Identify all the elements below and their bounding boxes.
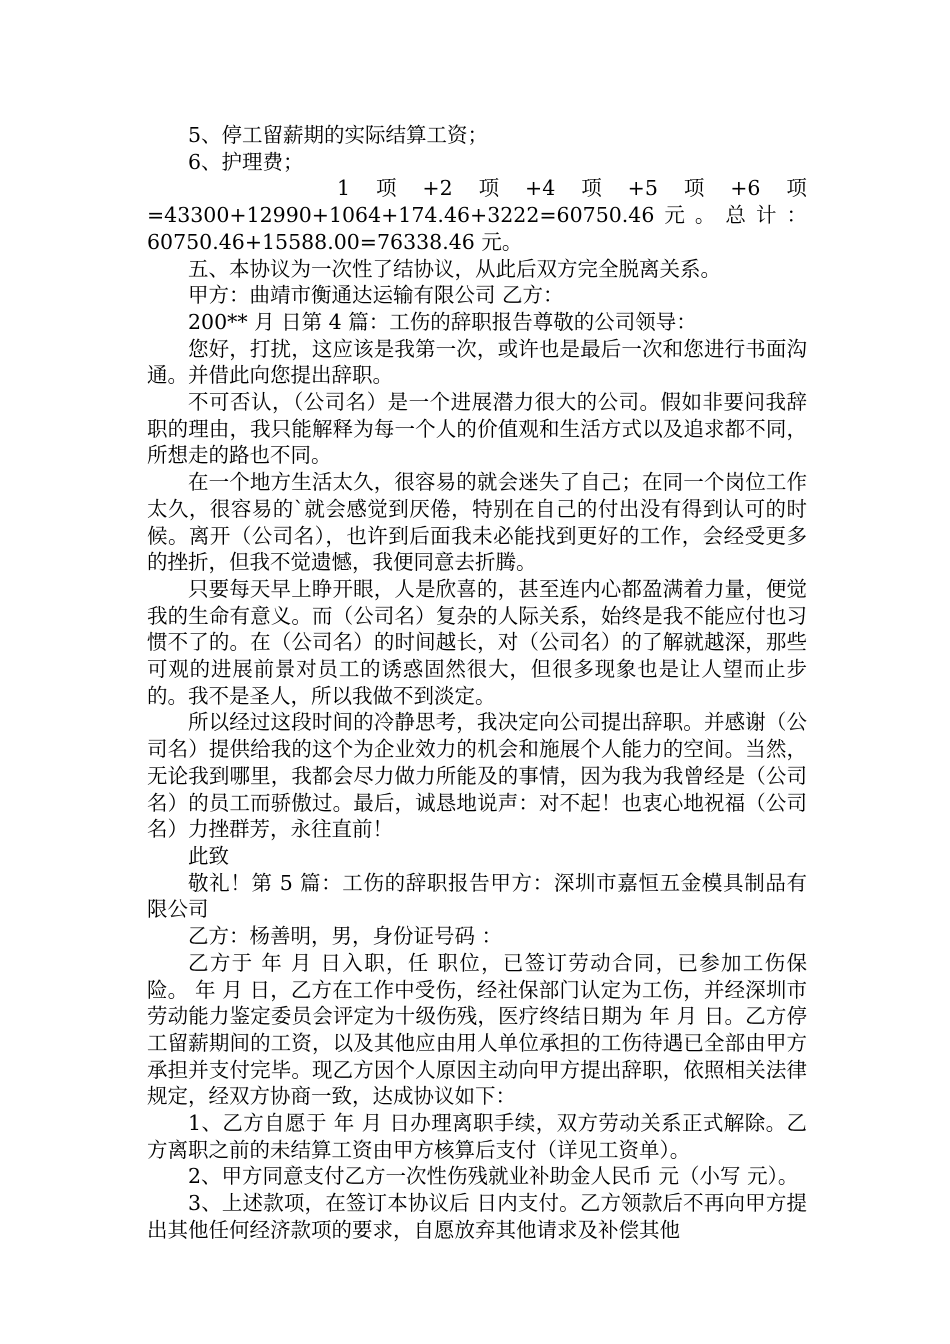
paragraph: 只要每天早上睁开眼，人是欣喜的，甚至连内心都盈满着力量，便觉我的生命有意义。而（公司名）复杂的人际关系，始终是我不能应付也习惯不了的。在（公司名）的时间越长，对（公司名）的了解就越深，那些可观的进展前景对员工的诱惑固然很大，但很多现象也是让人望而止步的。我不是圣人，所以我做不到淡定。	[147, 576, 807, 708]
formula-line-1	[147, 175, 807, 202]
paragraph: 在一个地方生活太久，很容易的就会迷失了自己；在同一个岗位工作太久，很容易的`就会感觉到厌倦，特别在自己的付出没有得到认可的时候。离开（公司名），也许到后面我未必能找到更好的工作，会经受更多的挫折，但我不觉遗憾，我便同意去折腾。	[147, 470, 807, 575]
formula-token: ：	[786, 203, 807, 228]
paragraph: 1、乙方自愿于 年 月 日办理离职手续，双方劳动关系正式解除。乙方离职之前的未结算工资由甲方核算后支付（详见工资单）。	[147, 1111, 807, 1162]
formula-token: +4	[525, 176, 556, 201]
paragraph: 此致	[188, 843, 229, 868]
paragraph: 2、甲方同意支付乙方一次性伤残就业补助金人民币 元（小写 元）。	[188, 1164, 799, 1189]
formula-token: +2	[422, 176, 453, 201]
formula-token: 计	[755, 203, 777, 228]
formula-token: 项	[375, 176, 397, 201]
formula-sum: =43300+12990+1064+174.46+3222=60750.46	[147, 203, 655, 228]
item-5-line: 5、停工留薪期的实际结算工资；	[188, 123, 489, 147]
paragraph: 敬礼！第 5 篇：工伤的辞职报告甲方：深圳市嘉恒五金模具制品有限公司	[147, 870, 807, 922]
paragraph: 乙方于 年 月 日入职，任 职位，已签订劳动合同，已参加工伤保险。 年 月 日，乙方在工作中受伤，经社保部门认定为工伤，并经深圳市劳动能力鉴定委员会评定为十级伤残，医疗终结日期为 年 月 日。乙方停工留薪期间的工资，以及其他应由用人单位承担的工伤待遇已全部由甲方承担并支付完毕。现乙方因个人原因主动向甲方提出辞职，依照相关法律规定，经双方协商一致，达成协议如下：	[147, 950, 807, 1109]
formula-total: 60750.46+15588.00=76338.46 元。	[147, 229, 523, 254]
formula-token: 总	[725, 203, 746, 228]
formula-token: 。	[694, 203, 716, 228]
paragraph: 您好，打扰，这应该是我第一次，或许也是最后一次和您进行书面沟通。并借此向您提出辞职。	[147, 336, 807, 388]
item-6-line: 6、护理费；	[188, 149, 304, 174]
formula-line-2	[147, 202, 807, 229]
formula-token: 项	[581, 176, 602, 201]
paragraph: 不可否认，（公司名）是一个进展潜力很大的公司。假如非要问我辞职的理由，我只能解释为每一个人的价值观和生活方式以及追求都不同，所想走的路也不同。	[147, 390, 807, 468]
formula-token: 项	[786, 176, 807, 201]
paragraph: 3、上述款项，在签订本协议后 日内支付。乙方领款后不再向甲方提出其他任何经济款项的要求，自愿放弃其他请求及补偿其他	[147, 1191, 807, 1242]
paragraph: 乙方：杨善明，男，身份证号码 ：	[188, 924, 503, 949]
paragraph: 五、本协议为一次性了结协议，从此后双方完全脱离关系。	[188, 256, 721, 281]
formula-token: 1	[337, 176, 351, 201]
paragraph: 所以经过这段时间的冷静思考，我决定向公司提出辞职。并感谢（公司名）提供给我的这个为企业效力的机会和施展个人能力的空间。当然，无论我到哪里，我都会尽力做力所能及的事情，因为我为我曾经是（公司名）的员工而骄傲过。最后，诚恳地说声：对不起！也衷心地祝福（公司名）力挫群芳，永往直前！	[147, 710, 807, 842]
formula-token: +6	[730, 176, 761, 201]
paragraph: 甲方：曲靖市衡通达运输有限公司 乙方：	[188, 283, 564, 308]
formula-token: +5	[627, 176, 658, 201]
formula-token: 项	[478, 176, 500, 201]
formula-token: 项	[683, 176, 705, 201]
document-page	[147, 122, 807, 1244]
paragraph: 200** 月 日第 4 篇：工伤的辞职报告尊敬的公司领导：	[188, 309, 697, 334]
formula-token: 元	[664, 203, 685, 228]
